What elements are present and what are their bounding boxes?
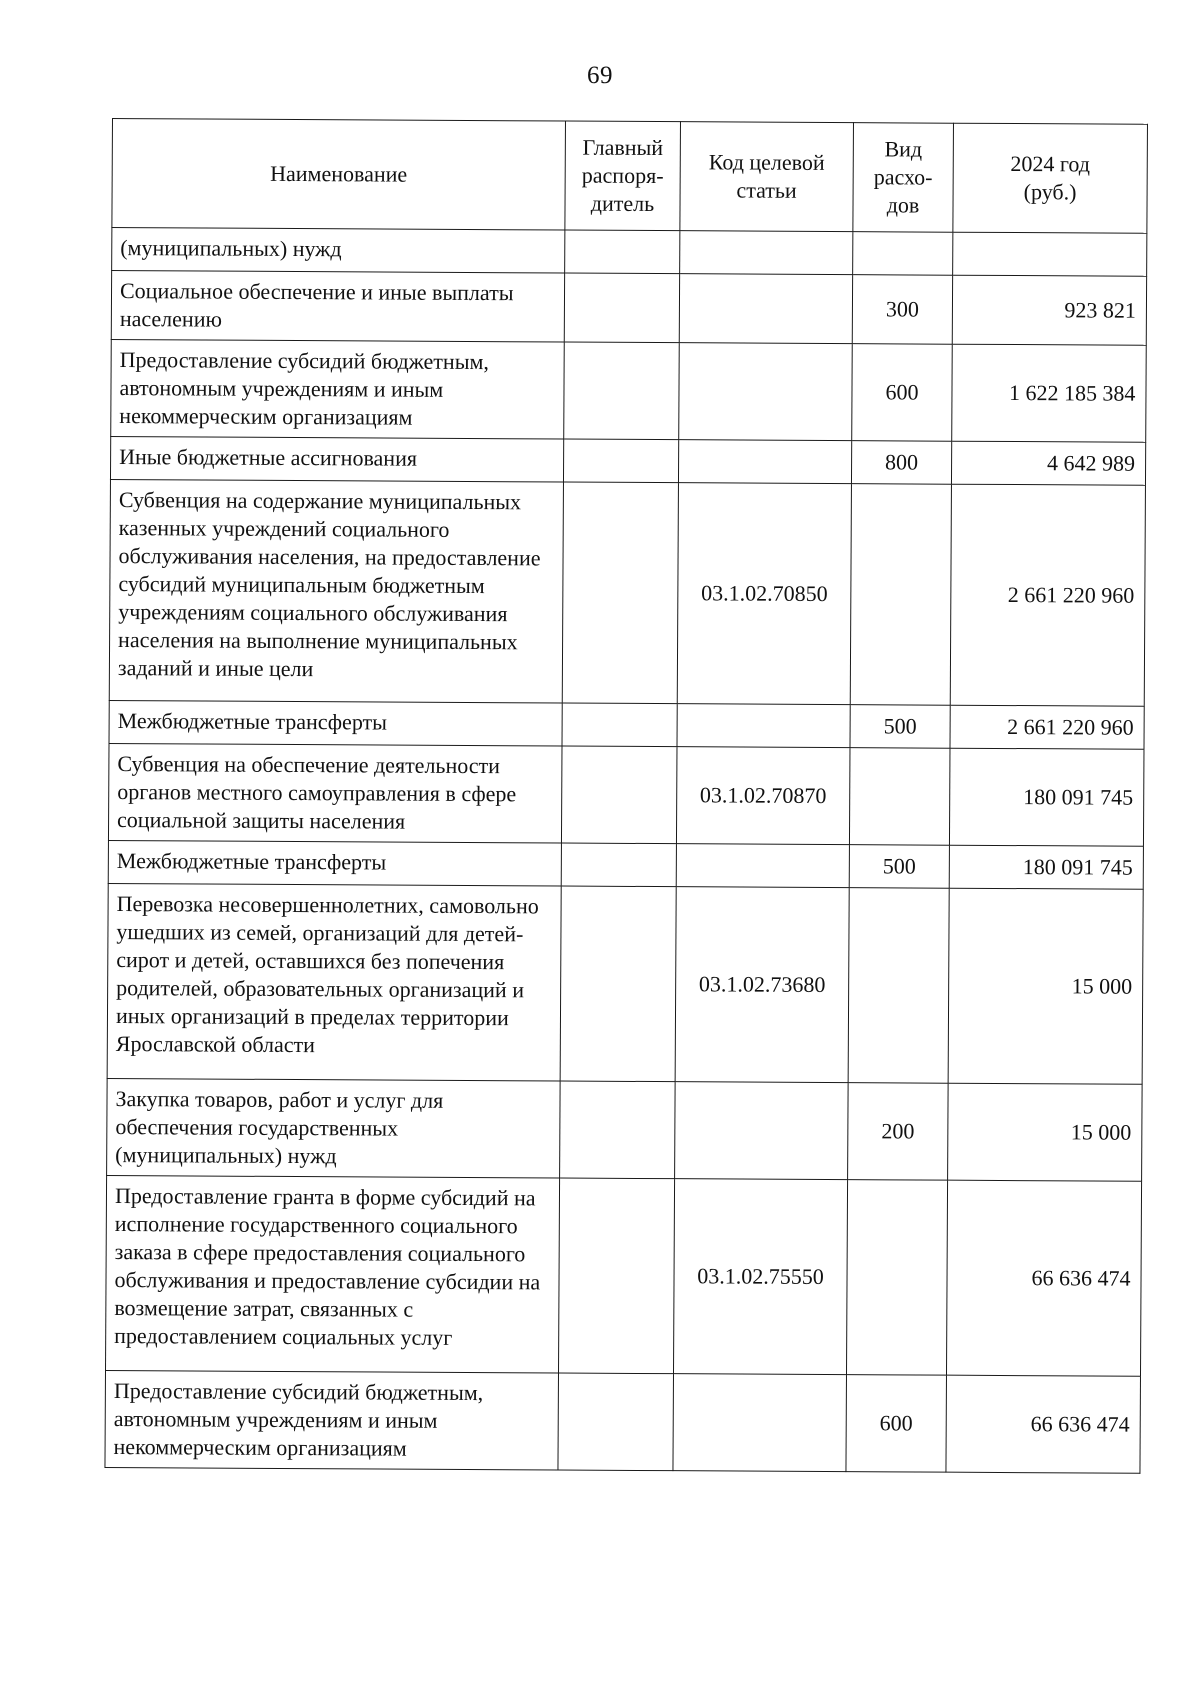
cell-kind: 200: [848, 1083, 949, 1181]
cell-code: [679, 343, 853, 441]
table-row: [105, 1370, 1141, 1473]
cell-amount: 66 636 474: [946, 1180, 1141, 1376]
cell-code: [679, 274, 852, 344]
cell-amount: 66 636 474: [946, 1375, 1141, 1473]
cell-manager: [561, 746, 677, 844]
cell-manager: [558, 1178, 674, 1374]
table-row: [107, 1078, 1143, 1181]
page-number: 69: [587, 62, 613, 89]
cell-manager: [564, 342, 680, 440]
cell-name: Перевозка несовершеннолетних, самовольно ушедших из семей, организаций для детей-сирот и детей, оставшихся без попечения родителей, образовательных организаций и иных организаций в пределах территории Ярославской области: [107, 883, 561, 1081]
cell-amount: 923 821: [952, 275, 1146, 345]
cell-code: 03.1.02.70870: [676, 747, 850, 845]
cell-kind: 600: [852, 344, 953, 442]
cell-manager: [560, 886, 676, 1082]
cell-code: [680, 231, 853, 275]
header-manager: Главный распоря- дитель: [565, 121, 681, 231]
cell-code: [676, 844, 849, 888]
budget-table-container: [104, 118, 1147, 1474]
header-row: [112, 119, 1148, 234]
cell-kind: [853, 232, 953, 276]
cell-manager: [564, 273, 679, 343]
table-row: [111, 271, 1146, 346]
table-row: [108, 743, 1144, 846]
cell-amount: 1 622 185 384: [952, 344, 1147, 442]
cell-manager: [558, 1373, 674, 1471]
cell-name: Субвенция на содержание муниципальных казенных учреждений социального обслуживания населения, на предоставление субсидий муниципальным бюджетным учреждениям социального обслуживания населения на выполнение муниципальных заданий и иные цели: [109, 479, 563, 703]
cell-manager: [563, 439, 678, 483]
cell-name: Межбюджетные трансферты: [109, 700, 562, 746]
header-kind: Вид расхо- дов: [853, 123, 954, 233]
cell-name: (муниципальных) нужд: [112, 228, 565, 274]
cell-manager: [562, 482, 678, 704]
table-row: [111, 339, 1147, 442]
cell-code: [677, 704, 850, 748]
cell-kind: 500: [850, 705, 950, 749]
cell-code: [675, 1082, 849, 1180]
cell-amount: 15 000: [948, 888, 1143, 1084]
cell-amount: 15 000: [948, 1083, 1143, 1181]
cell-manager: [561, 843, 676, 887]
header-amount: 2024 год (руб.): [953, 123, 1148, 233]
cell-amount: 180 091 745: [949, 845, 1143, 889]
table-row: [106, 1175, 1142, 1376]
cell-amount: 180 091 745: [949, 748, 1144, 846]
cell-kind: 300: [852, 275, 952, 345]
header-code: Код целевой статьи: [680, 122, 854, 232]
cell-code: 03.1.02.73680: [675, 887, 849, 1083]
cell-kind: [846, 1180, 947, 1376]
cell-kind: 500: [849, 845, 949, 889]
cell-name: Предоставление субсидий бюджетным, автономным учреждениям и иным некоммерческим организациям: [111, 339, 565, 439]
budget-table: [104, 118, 1148, 1474]
cell-kind: 800: [851, 441, 951, 485]
cell-code: 03.1.02.70850: [677, 483, 851, 705]
cell-kind: 600: [846, 1375, 947, 1473]
cell-manager: [565, 230, 680, 274]
cell-name: Предоставление гранта в форме субсидий на исполнение государственного социального заказа в сфере предоставления социального обслуживания и предоставление субсидии на возмещение затрат, связанных с предоставлением социальных услуг: [106, 1175, 560, 1373]
table-row: [108, 840, 1143, 889]
cell-name: Иные бюджетные ассигнования: [110, 436, 563, 482]
cell-name: Предоставление субсидий бюджетным, автономным учреждениям и иным некоммерческим организациям: [105, 1370, 559, 1470]
cell-amount: 2 661 220 960: [950, 484, 1145, 706]
cell-manager: [562, 703, 677, 747]
cell-amount: 2 661 220 960: [950, 705, 1144, 749]
table-row: [107, 883, 1143, 1084]
table-row: [110, 436, 1145, 485]
cell-kind: [850, 484, 951, 706]
cell-kind: [849, 748, 950, 846]
cell-amount: 4 642 989: [951, 441, 1145, 485]
table-row: [112, 228, 1147, 277]
header-name: Наименование: [112, 119, 566, 231]
cell-name: Межбюджетные трансферты: [108, 840, 561, 886]
cell-name: Субвенция на обеспечение деятельности органов местного самоуправления в сфере социальной защиты населения: [108, 743, 562, 843]
table-header: [112, 119, 1148, 234]
cell-amount: [953, 232, 1147, 276]
cell-code: [673, 1374, 847, 1472]
cell-code: [678, 440, 851, 484]
cell-name: Социальное обеспечение и иные выплаты населению: [111, 271, 564, 343]
cell-name: Закупка товаров, работ и услуг для обеспечения государственных (муниципальных) нужд: [107, 1078, 561, 1178]
table-row: [109, 700, 1144, 749]
cell-manager: [560, 1081, 676, 1179]
table-body: [105, 228, 1147, 1474]
cell-kind: [848, 888, 949, 1084]
table-row: [109, 479, 1145, 706]
cell-code: 03.1.02.75550: [673, 1179, 847, 1375]
